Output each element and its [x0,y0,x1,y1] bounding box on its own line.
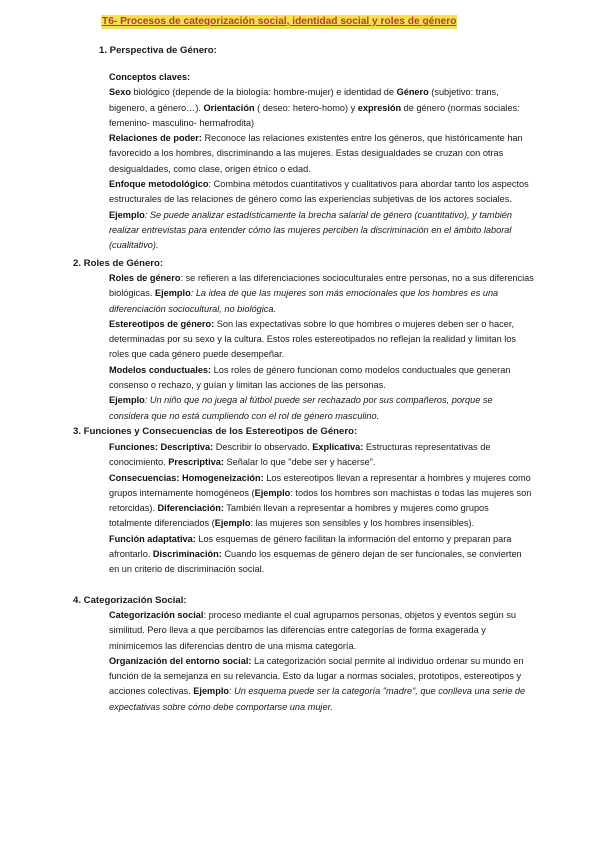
section-2-body [109,271,534,424]
page-title: T6- Procesos de categorización social, identidad social y roles de género [102,16,457,27]
section-4-heading: 4. Categorización Social: [73,595,187,606]
roles-paragraph: Roles de género: se refieren a las diferenciaciones socioculturales entre personas, no a sus diferencias biológicas. Ejemplo: La idea de que las mujeres son más emocionales que los hombres es una diferenciación sociocultural, no biológica. [109,273,534,314]
section-2-heading: 2. Roles de Género: [73,258,164,269]
modelos-ejemplo: Ejemplo: Un niño que no juega al fútbol puede ser rechazado por sus compañeros, porque se considera que no está cumpliendo con el rol de género masculino. [109,395,493,421]
funciones-paragraph: Funciones: Descriptiva: Describir lo observado. Explicativa: Estructuras representativas de conocimiento. Prescriptiva: Señalar lo que "debe ser y hacerse". [109,442,491,468]
relaciones-paragraph: Relaciones de poder: Reconoce las relaciones existentes entre los géneros, que históricamente han favorecido a los hombres, discriminando a las mujeres. Estas desigualdades se cruzan con otras desigualdades, como clase, origen étnico o edad. [109,133,523,174]
estereotipos-paragraph: Estereotipos de género: Son las expectativas sobre lo que hombres o mujeres deben ser o hacer, determinadas por su sexo y la cultura. Estos roles estereotipados no reflejan la realidad y limitan los roles que cada género puede desempeñar. [109,318,517,360]
section-1-body [109,70,534,254]
section-3-heading: 3. Funciones y Consecuencias de los Estereotipos de Género: [73,426,358,437]
organizacion-paragraph: Organización del entorno social: La categorización social permite al individuo ordenar su mundo en función de la semejanza en su relevancia. Esto da lugar a normas sociales, prototipos, estereotipos y acciones colectivas. Ejemplo: Un esquema puede ser la categoría "madre", que conlleva una serie de expectativas sobre cómo debe comportarse una mujer. [109,655,526,712]
consecuencias-paragraph: Consecuencias: Homogeneización: Los estereotipos llevan a representar a hombres y mujeres como grupos internamente homogéneos (Ejemplo: todos los hombres son machistas o todas las mujeres son retorcidas). Diferenciación: También llevan a representar a hombres y mujeres como grupos totalmente diferenciados (Ejemplo: las mujeres son sensibles y los hombres insensibles). [109,472,532,529]
categorizacion-paragraph: Categorización social: proceso mediante el cual agrupamos personas, objetos y eventos según su similitud. Pero lleva a que percibamos las diferencias entre categorías de forma exagerada y minimicemos las diferencias dentro de una misma categoría. [109,610,517,651]
section-1-heading: 1. Perspectiva de Género: [99,45,217,56]
section-4-body [109,608,534,715]
section-3-body [109,440,534,578]
enfoque-paragraph: Enfoque metodológico: Combina métodos cuantitativos y cualitativos para abordar tanto los aspectos estructurales de las relaciones de género como las experiencias subjetivas de los actores sociales. Ejemplo: Se puede analizar estadísticamente la brecha salarial de género (cuantitativo), y también realizar entrevistas para entender cómo las mujeres perciben la discriminación en el ámbito laboral (cualitativo). [109,179,529,251]
modelos-paragraph: Modelos conductuales: Los roles de género funcionan como modelos conductuales que generan consenso o rechazo, y guían y limitan las acciones de las personas. [109,364,511,391]
adaptativa-paragraph: Función adaptativa: Los esquemas de género facilitan la información del entorno y preparan para afrontarlo. Discriminación: Cuando los esquemas de género dejan de ser funcionales, se convierten en un criterio de discriminación social. [109,533,522,575]
conceptos-claves-paragraph: Sexo biológico (depende de la biología: hombre-mujer) e identidad de Género (subjetivo: trans, bigenero, a género…). Orientación ( deseo: hetero-homo) y expresión de género (normas sociales: femenino- masculino- hermafrodita) [109,87,520,128]
conceptos-claves-label: Conceptos claves: [109,72,191,82]
